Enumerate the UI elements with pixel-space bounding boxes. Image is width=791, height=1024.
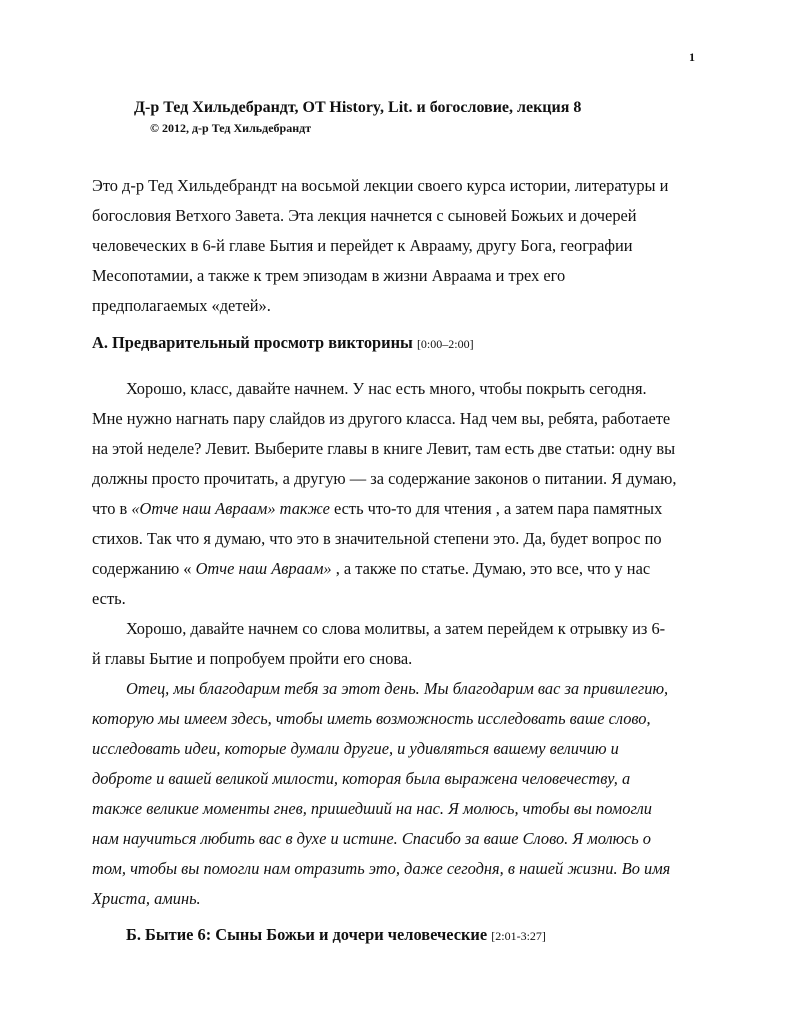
- intro-line: богословия Ветхого Завета. Эта лекция начнется с сыновей Божьих и дочерей: [92, 206, 637, 225]
- prayer-line: которую мы имеем здесь, чтобы иметь возможность исследовать ваше слово,: [92, 709, 651, 728]
- prayer-line: Отец, мы благодарим тебя за этот день. Мы благодарим вас за привилегию,: [126, 679, 669, 698]
- paragraph-line: [92, 499, 662, 519]
- paragraph-line: Хорошо, давайте начнем со слова молитвы, а затем перейдем к отрывку из 6-: [126, 619, 666, 638]
- prayer-line: доброте и вашей великой милости, которая была выражена человечеству, а: [92, 769, 631, 788]
- section-a-timecode: [0:00–2:00]: [416, 337, 474, 351]
- section-b-heading: [126, 925, 546, 946]
- paragraph-line: есть.: [92, 589, 126, 608]
- prayer-line: Христа, аминь.: [92, 889, 201, 908]
- book-title-italic: Отче наш Авраам»: [195, 559, 332, 578]
- section-a-heading: [92, 333, 474, 354]
- prayer-line: том, чтобы вы помогли нам отразить это, даже сегодня, в нашей жизни. Во имя: [92, 859, 671, 878]
- prayer-line: нам научиться любить вас в духе и истине. Спасибо за ваше Слово. Я молюсь о: [92, 829, 651, 848]
- paragraph-line: стихов. Так что я думаю, что это в значительной степени это. Да, будет вопрос по: [92, 529, 662, 548]
- intro-line: Месопотамии, а также к трем эпизодам в жизни Авраама и трех его: [92, 266, 566, 285]
- page-number: 1: [689, 50, 695, 64]
- section-b-timecode: [2:01-3:27]: [491, 929, 546, 943]
- intro-line: человеческих в 6-й главе Бытия и перейдет к Аврааму, другу Бога, географии: [92, 236, 633, 255]
- section-a-title: А. Предварительный просмотр викторины: [92, 333, 413, 352]
- book-title-italic: «Отче наш Авраам» также: [131, 499, 330, 518]
- paragraph-line: должны просто прочитать, а другую — за содержание законов о питании. Я думаю,: [92, 469, 677, 488]
- text-run: что в: [92, 499, 132, 518]
- copyright-notice: © 2012, д-р Тед Хильдебрандт: [150, 121, 312, 135]
- prayer-line: исследовать идеи, которые думали другие, и удивляться вашему величию и: [92, 739, 619, 758]
- text-run: есть что-то для чтения , а затем пара памятных: [329, 499, 663, 518]
- paragraph-line: й главы Бытие и попробуем пройти его снова.: [92, 649, 413, 668]
- document-title: Д-р Тед Хильдебрандт, OT History, Lit. и богословие, лекция 8: [134, 99, 582, 116]
- paragraph-line: [92, 559, 650, 579]
- prayer-line: также великие моменты гнев, пришедший на нас. Я молюсь, чтобы вы помогли: [92, 799, 652, 818]
- intro-line: Это д-р Тед Хильдебрандт на восьмой лекции своего курса истории, литературы и: [92, 176, 669, 195]
- section-b-title: Б. Бытие 6: Сыны Божьи и дочери человеческие: [126, 925, 488, 944]
- paragraph-line: Мне нужно нагнать пару слайдов из другого класса. Над чем вы, ребята, работаете: [92, 409, 671, 428]
- text-run: , а также по статье. Думаю, это все, что у нас: [331, 559, 651, 578]
- intro-line: предполагаемых «детей».: [92, 296, 271, 315]
- paragraph-line: Хорошо, класс, давайте начнем. У нас есть много, чтобы покрыть сегодня.: [126, 379, 647, 398]
- text-run: содержанию «: [92, 559, 196, 578]
- paragraph-line: на этой неделе? Левит. Выберите главы в книге Левит, там есть две статьи: одну вы: [92, 439, 676, 458]
